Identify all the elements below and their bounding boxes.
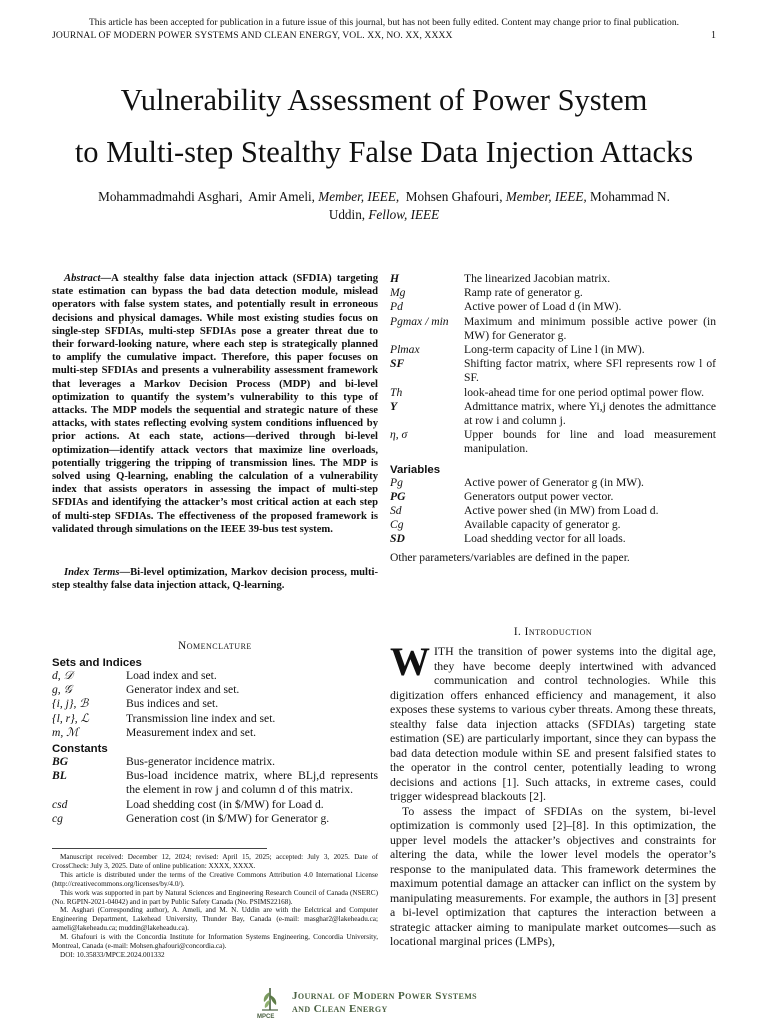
constant-row [390, 400, 716, 428]
constants-list-right [390, 272, 716, 457]
constant-row [390, 300, 716, 314]
constant-row [390, 386, 716, 400]
constant-description: Active power of Load d (in MW). [464, 300, 622, 314]
logo-caption: MPCE [257, 1014, 275, 1020]
variable-description: Generators output power vector. [464, 489, 614, 503]
set-symbol: {l, r}, ℒ [52, 711, 89, 725]
constant-description: Bus-load incidence matrix, where BLj,d represents the element in row j and column d of this matrix. [126, 769, 378, 797]
footnote: M. Asghari (Corresponding author), A. Ameli, and M. N. Uddin are with the Eelctrical and Computer Engineering Department, Lakehead University, Thunder Bay, Canada (e-mail: masghar2@lakeheadu.ca; aameli@lakeheadu.ca; muddin@lakeheadu.ca). [52, 906, 378, 933]
constant-row [52, 769, 378, 797]
constants-list-left [52, 755, 378, 826]
constant-symbol: H [390, 272, 400, 285]
nomenclature-heading: Nomenclature [178, 640, 252, 652]
constant-symbol: Y [390, 399, 398, 413]
constant-symbol: BL [52, 769, 67, 783]
sets-list [52, 669, 378, 740]
constant-symbol: cg [52, 811, 63, 825]
variable-symbol: SD [390, 532, 405, 546]
sets-heading: Sets and Indices [52, 657, 142, 669]
author-1: Mohammadmahdi Asghari, [98, 189, 243, 204]
constant-symbol: BG [52, 755, 69, 769]
footnote: This article is distributed under the terms of the Creative Commons Attribution 4.0 International License (http://creativecommons.org/licenses/by/4.0/). [52, 870, 378, 888]
variable-row [390, 532, 716, 546]
introduction-heading: I. Introduction [513, 626, 593, 638]
title-line-2: to Multi-step Stealthy False Data Injection Attacks [74, 135, 694, 169]
intro-paragraph-1 [390, 639, 716, 804]
set-row [52, 683, 378, 697]
abstract [52, 272, 378, 536]
constant-description: Generation cost (in $/MW) for Generator g. [126, 811, 330, 825]
set-description: Measurement index and set. [126, 725, 257, 739]
set-row [52, 669, 378, 683]
index-terms-label: Index Terms [64, 567, 120, 578]
footnote-rule [52, 848, 267, 849]
footnote: M. Ghafouri is with the Concordia Institute for Information Systems Engineering, Concordia University, Montreal, Canada (e-mail: Mohsen.ghafouri@concordia.ca). [52, 933, 378, 951]
abstract-text: —A stealthy false data injection attack (SFDIA) targeting state estimation can bypass the bad data detection module, mislead operators with false system states, and potentially result in erroneous decisions and physical damages. While most existing studies focus on single-step SFDIAs, multi-step SFDIAs pose a greater threat due to their forward-looking nature, where each step is strategically planned to amplify the cumulative impact. Therefore, this paper focuses on multi-step SFDIAs and presents a vulnerability assessment framework that leverages a Markov Decision Process (MDP) and bi-level optimization to quantify the system’s vulnerability to this type of attacks. The MDP models the sequential and strategic nature of these attacks, with states reflecting evolving system conditions influenced by prior actions. At each state, actions—derived through bi-level optimization—identify attack vectors that maximize line overloads, potentially triggering the tripping of transmission lines. The MDP is solved using Q-learning, enabling the calculation of a vulnerability index that assists operators in assessing the impact of multi-step SFDIAs and identifying the attacker’s most critical action at each step of multi-step SFDIAs. The effectiveness of the proposed framework is validated through simulations on the IEEE 39-bus test system. [52, 273, 378, 535]
index-terms-text: —Bi-level optimization, Markov decision process, multi-step stealthy false data injection attack, Q-learning. [52, 567, 378, 592]
variable-description: Active power of Generator g (in MW). [464, 475, 644, 489]
nomenclature-right [390, 272, 716, 565]
intro-paragraph-2: To assess the impact of SFDIAs on the system, bi-level optimization is commonly used [2]–[8]. In this optimization, the upper level models the attacker’s objectives and constraints for altering the data, while the lower level models the operator’s response to the manipulated data. This framework determines the maximum potential damage an attacker can inflict on the system by manipulating measurements. For example, the authors in [3] present a bi-level optimization that captures the interaction between a strategic attacker aiming to manipulate market outcomes—such as locational marginal prices (LMPs), [390, 803, 716, 948]
set-row [52, 712, 378, 726]
variable-description: Available capacity of generator g. [464, 518, 621, 532]
variables-heading: Variables [390, 463, 441, 476]
footnote: DOI: 10.35833/MPCE.2024.001332 [60, 950, 165, 959]
set-description: Bus indices and set. [126, 697, 219, 711]
constant-description: Admittance matrix, where Yi,j denotes the admittance at row i and column j. [464, 399, 716, 428]
constant-description: The linearized Jacobian matrix. [464, 272, 611, 285]
other-parameters-note: Other parameters/variables are defined in the paper. [390, 550, 630, 564]
constant-description: Load shedding cost (in $/MW) for Load d. [126, 797, 324, 811]
constant-row [52, 812, 378, 826]
dropcap-letter: W [390, 639, 430, 684]
author-2: Amir Ameli, [248, 189, 315, 204]
constant-symbol: Pgmax / min [390, 314, 449, 328]
set-symbol: m, ℳ [52, 725, 79, 739]
constant-description: look-ahead time for one period optimal power flow. [464, 385, 705, 399]
footnote: This work was supported in part by Natural Sciences and Engineering Research Council of Canada (NSERC) (No. RGPIN-2021-04042) and in part by Public Safety Canada (No. PSIMS22168). [52, 888, 378, 906]
set-description: Generator index and set. [126, 683, 240, 697]
constants-heading: Constants [52, 743, 108, 756]
variable-row [390, 490, 716, 504]
author-4-title: Fellow, IEEE [368, 207, 440, 222]
variable-description: Active power shed (in MW) from Load d. [464, 504, 659, 518]
nomenclature-left [52, 657, 378, 826]
constant-row [52, 755, 378, 769]
constant-symbol: Th [390, 385, 403, 399]
intro-paragraph-1-text: ITH the transition of power systems into the digital age, they have become deeply intertwined with advanced communication and control technologies. While this digitization offers enhanced efficiency and management, it also exposes these systems to various cyber threats. Among these threats, stealthy false data injection attacks (SFDIAs) targeting state estimation (SE) are particularly important, since they can bypass the bad data detection module within SE and present falsified states to the operator in the control center, potentially leading to wrong decisions and actions [1]. Such attacks, in extreme cases, could trigger widespread blackouts [2]. [390, 644, 716, 803]
variable-symbol: Pg [390, 475, 403, 489]
title-line-1: Vulnerability Assessment of Power System [120, 83, 648, 117]
paper-title [0, 74, 768, 178]
introduction-body [390, 639, 716, 949]
author-4: Mohammad N. Uddin, [328, 189, 670, 222]
constant-symbol: csd [52, 797, 68, 811]
footer-line-1: Journal of Modern Power Systems [292, 990, 478, 1002]
set-description: Load index and set. [126, 669, 217, 682]
constant-symbol: Mg [390, 286, 406, 300]
page-number: 1 [711, 30, 716, 41]
constant-description: Ramp rate of generator g. [464, 286, 583, 300]
constant-description: Upper bounds for line and load measurement manipulation. [464, 428, 716, 456]
author-list [80, 188, 688, 224]
constant-row [390, 286, 716, 300]
footnotes [52, 853, 378, 960]
constant-row [390, 315, 716, 343]
variable-row [390, 476, 716, 490]
constant-row [390, 343, 716, 357]
constant-symbol: SF [390, 357, 405, 371]
constant-description: Long-term capacity of Line l (in MW). [464, 343, 645, 357]
constant-description: Maximum and minimum possible active power (in MW) for Generator g. [464, 314, 716, 342]
constant-symbol: Plmax [390, 343, 420, 357]
set-description: Transmission line index and set. [126, 711, 276, 725]
variable-symbol: Sd [390, 504, 402, 518]
set-symbol: g, 𝒢 [52, 683, 72, 697]
journal-footer-name [292, 990, 477, 1016]
constant-description: Bus-generator incidence matrix. [126, 755, 276, 769]
variable-description: Load shedding vector for all loads. [464, 532, 626, 546]
constant-row [52, 798, 378, 812]
footnote: Manuscript received: December 12, 2024; revised: April 15, 2025; accepted: July 3, 2025. Date of CrossCheck: July 3, 2025. Date of online publication: XXXX, XXXX. [52, 853, 378, 870]
variables-list [390, 476, 716, 547]
variable-symbol: PG [390, 489, 406, 503]
abstract-label: Abstract [64, 273, 101, 284]
variable-row [390, 518, 716, 532]
set-row [52, 697, 378, 711]
author-2-title: Member, IEEE, [318, 189, 400, 204]
constant-symbol: Pd [390, 300, 403, 314]
publication-notice: This article has been accepted for publication in a future issue of this journal, but has not been fully edited. Content may change prior to final publication. [88, 17, 680, 28]
constant-row [390, 272, 716, 286]
constant-row [390, 428, 716, 456]
set-row [52, 726, 378, 740]
journal-header: JOURNAL OF MODERN POWER SYSTEMS AND CLEAN ENERGY, VOL. XX, NO. XX, XXXX [52, 30, 453, 41]
index-terms [52, 566, 378, 592]
constant-row [390, 357, 716, 385]
variable-row [390, 504, 716, 518]
set-symbol: d, 𝒟 [52, 669, 73, 682]
footer-line-2: and Clean Energy [292, 1003, 388, 1015]
constant-description: Shifting factor matrix, where SFl represents row l of SF. [464, 357, 716, 385]
author-3-title: Member, IEEE, [505, 189, 587, 204]
constant-symbol: η, σ [390, 428, 408, 442]
set-symbol: {i, j}, ℬ [52, 697, 89, 711]
variable-symbol: Cg [390, 518, 404, 532]
author-3: Mohsen Ghafouri, [405, 189, 503, 204]
